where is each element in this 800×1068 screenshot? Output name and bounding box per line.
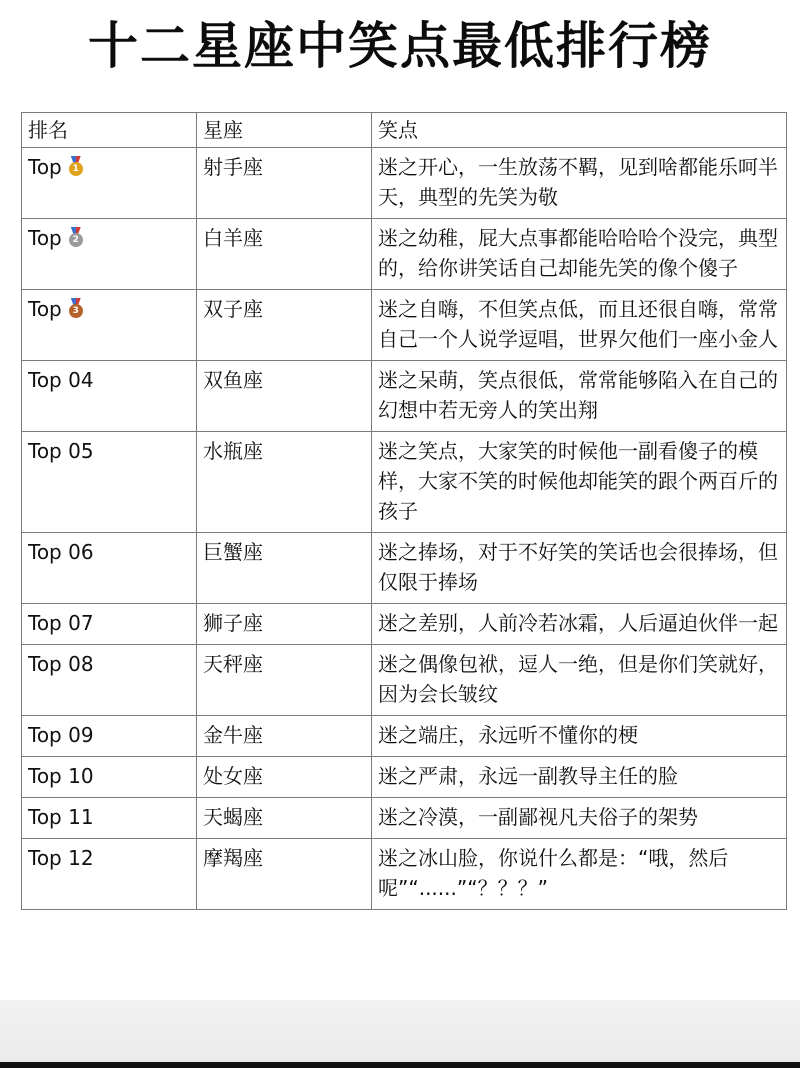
desc-cell: 迷之呆萌，笑点很低，常常能够陷入在自己的幻想中若无旁人的笑出翔 [372, 361, 787, 432]
sign-cell: 处女座 [197, 757, 372, 798]
page-title: 十二星座中笑点最低排行榜 [88, 17, 712, 75]
rank-cell: Top 10 [22, 757, 197, 798]
desc-cell: 迷之冰山脸，你说什么都是：“哦，然后呢”“......”“？？？” [372, 839, 787, 910]
header-laugh-point: 笑点 [372, 113, 787, 148]
table-row [22, 716, 787, 757]
sign-cell: 双子座 [197, 290, 372, 361]
rank-cell [22, 148, 197, 219]
desc-cell: 迷之冷漠，一副鄙视凡夫俗子的架势 [372, 798, 787, 839]
sign-cell: 白羊座 [197, 219, 372, 290]
sign-cell: 摩羯座 [197, 839, 372, 910]
gold-medal-icon: 1 [68, 156, 84, 176]
table-row [22, 645, 787, 716]
header-sign: 星座 [197, 113, 372, 148]
rank-cell: Top 08 [22, 645, 197, 716]
table-row [22, 798, 787, 839]
bottom-edge-bar [0, 1062, 800, 1068]
desc-cell: 迷之差别，人前冷若冰霜，人后逼迫伙伴一起 [372, 604, 787, 645]
desc-cell: 迷之开心，一生放荡不羁，见到啥都能乐呵半天，典型的先笑为敬 [372, 148, 787, 219]
table-row [22, 839, 787, 910]
rank-text: Top [28, 226, 62, 250]
desc-cell: 迷之严肃，永远一副教导主任的脸 [372, 757, 787, 798]
silver-medal-icon: 2 [68, 227, 84, 247]
table-row [22, 533, 787, 604]
sign-cell: 狮子座 [197, 604, 372, 645]
desc-cell: 迷之偶像包袱，逗人一绝，但是你们笑就好，因为会长皱纹 [372, 645, 787, 716]
bronze-medal-icon: 3 [68, 298, 84, 318]
sign-cell: 金牛座 [197, 716, 372, 757]
sign-cell: 水瓶座 [197, 432, 372, 533]
sign-cell: 天蝎座 [197, 798, 372, 839]
rank-cell: Top 05 [22, 432, 197, 533]
desc-cell: 迷之端庄，永远听不懂你的梗 [372, 716, 787, 757]
header-rank: 排名 [22, 113, 197, 148]
rank-cell: Top 07 [22, 604, 197, 645]
desc-cell: 迷之捧场，对于不好笑的笑话也会很捧场，但仅限于捧场 [372, 533, 787, 604]
rank-cell [22, 219, 197, 290]
rank-text: Top [28, 297, 62, 321]
table-row [22, 757, 787, 798]
rank-cell: Top 12 [22, 839, 197, 910]
rank-cell [22, 290, 197, 361]
sign-cell: 巨蟹座 [197, 533, 372, 604]
table-row [22, 148, 787, 219]
rank-cell: Top 06 [22, 533, 197, 604]
table-row [22, 219, 787, 290]
rank-text: Top [28, 155, 62, 179]
sign-cell: 双鱼座 [197, 361, 372, 432]
desc-cell: 迷之自嗨，不但笑点低，而且还很自嗨，常常自己一个人说学逗唱，世界欠他们一座小金人 [372, 290, 787, 361]
rank-cell: Top 11 [22, 798, 197, 839]
table-row [22, 432, 787, 533]
rank-cell: Top 09 [22, 716, 197, 757]
table-header-row [22, 113, 787, 148]
sign-cell: 射手座 [197, 148, 372, 219]
sign-cell: 天秤座 [197, 645, 372, 716]
desc-cell: 迷之笑点，大家笑的时候他一副看傻子的模样，大家不笑的时候他却能笑的跟个两百斤的孩子 [372, 432, 787, 533]
desc-cell: 迷之幼稚，屁大点事都能哈哈哈个没完，典型的，给你讲笑话自己却能先笑的像个傻子 [372, 219, 787, 290]
rank-cell: Top 04 [22, 361, 197, 432]
table-row [22, 290, 787, 361]
ranking-table [21, 112, 787, 910]
table-row [22, 361, 787, 432]
table-row [22, 604, 787, 645]
